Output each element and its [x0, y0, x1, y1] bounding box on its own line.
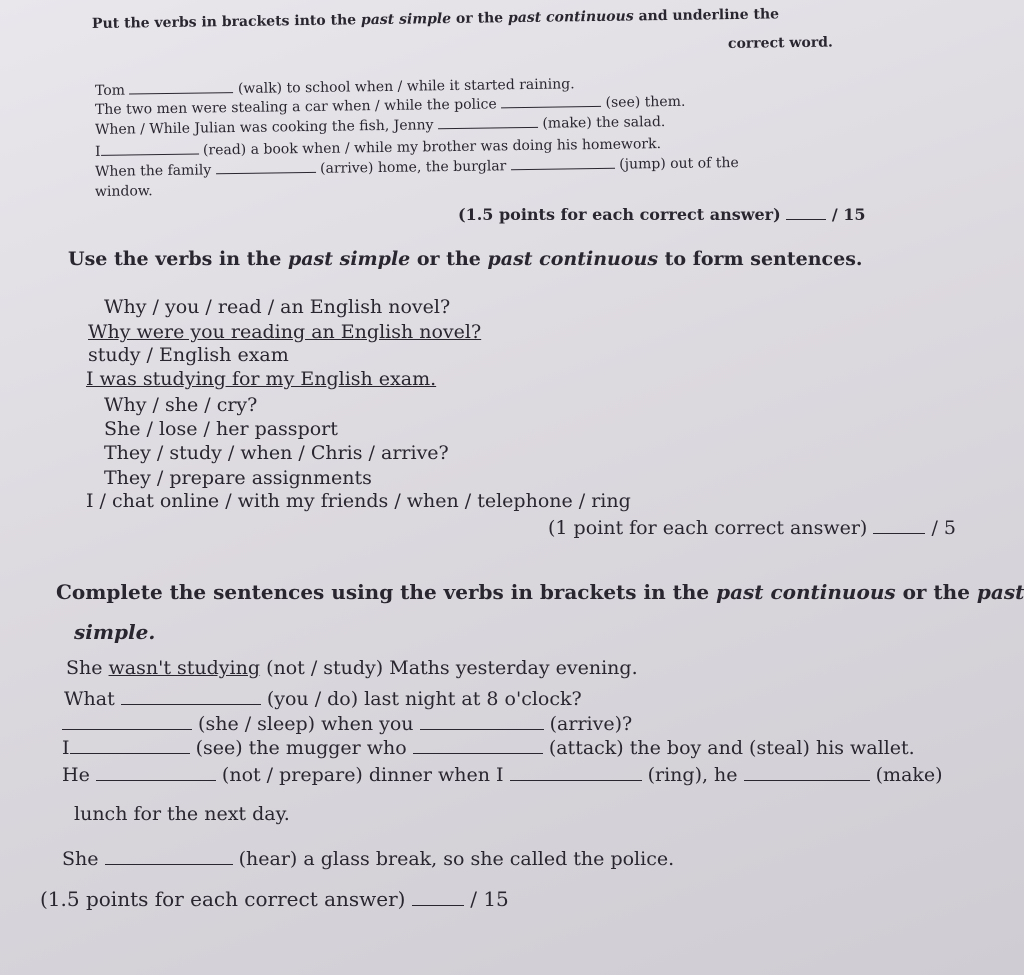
- instruction-emphasis: past simple: [287, 248, 411, 270]
- score-total: / 15: [470, 887, 509, 911]
- score-label: (1 point for each correct answer): [548, 517, 868, 539]
- score-total: / 5: [931, 517, 956, 539]
- exercise-sentence: [64, 685, 582, 710]
- answer-blank[interactable]: [62, 710, 192, 730]
- sentence-text: He: [62, 764, 90, 786]
- answer-blank[interactable]: [511, 154, 615, 170]
- exercise-sentence: [62, 710, 632, 735]
- exercise-sentence: [66, 657, 638, 679]
- score-label: (1.5 points for each correct answer): [40, 887, 406, 911]
- section2-instruction: [68, 248, 863, 270]
- answer-blank[interactable]: [70, 734, 190, 754]
- sentence-text: What: [64, 688, 115, 710]
- answer-blank[interactable]: [216, 158, 316, 174]
- sentence-text: When / While Julian was cooking the fish, Jenny: [94, 117, 434, 138]
- instruction-text: or the: [895, 580, 977, 604]
- section1-instruction-cont: correct word.: [727, 34, 833, 52]
- exercise-prompt: They / prepare assignments: [104, 467, 372, 489]
- instruction-emphasis: past simple: [360, 10, 452, 29]
- exercise-prompt: She / lose / her passport: [104, 418, 338, 440]
- answer-blank[interactable]: [121, 685, 261, 705]
- answer-blank[interactable]: [105, 845, 233, 865]
- answer-blank[interactable]: [744, 761, 870, 781]
- score-blank[interactable]: [412, 885, 464, 906]
- answer-blank[interactable]: [129, 78, 233, 94]
- instruction-text: Put the verbs in brackets into the: [91, 12, 362, 32]
- example-answer: I was studying for my English exam.: [86, 368, 437, 390]
- instruction-emphasis: past continuous: [487, 248, 659, 270]
- example-prompt: Why / you / read / an English novel?: [104, 296, 451, 318]
- sentence-text: (attack) the boy and (steal) his wallet.: [548, 737, 915, 759]
- exercise-sentence: [62, 845, 674, 870]
- instruction-text: to form sentences.: [658, 248, 863, 270]
- score-blank[interactable]: [873, 514, 925, 534]
- sentence-text: (jump) out of the: [619, 155, 739, 173]
- section3-score: [40, 885, 509, 911]
- score-blank[interactable]: [786, 203, 826, 220]
- sentence-text: (you / do) last night at 8 o'clock?: [266, 688, 582, 710]
- exercise-prompt: I / chat online / with my friends / when / telephone / ring: [86, 490, 631, 512]
- example-answer: wasn't studying: [108, 657, 261, 679]
- sentence-text: (see) the mugger who: [195, 737, 407, 759]
- sentence-text: (walk) to school when / while it started raining.: [237, 76, 575, 98]
- score-total: / 15: [831, 205, 866, 224]
- sentence-text: When the family: [94, 162, 212, 180]
- sentence-text: (arrive) home, the burglar: [320, 158, 507, 177]
- sentence-text: (not / prepare) dinner when I: [221, 764, 504, 786]
- instruction-emphasis: past continuous: [716, 580, 896, 604]
- sentence-text: (ring), he: [647, 764, 738, 786]
- answer-blank[interactable]: [438, 113, 538, 129]
- exercise-sentence: [62, 734, 915, 759]
- answer-blank[interactable]: [420, 710, 544, 730]
- section1-instruction: [92, 6, 779, 32]
- exercise-sentence-cont: lunch for the next day.: [74, 803, 290, 825]
- exercise-sentence-cont: window.: [94, 183, 153, 200]
- section3-instruction-cont: simple.: [74, 620, 156, 644]
- sentence-text: I: [94, 143, 101, 160]
- instruction-text: Complete the sentences using the verbs in brackets in the: [56, 580, 717, 604]
- section1-score: [458, 203, 866, 224]
- sentence-text: (arrive)?: [549, 713, 633, 735]
- sentence-text: (see) them.: [605, 93, 686, 111]
- instruction-text: or the: [450, 10, 509, 27]
- sentence-text: Tom: [94, 82, 126, 99]
- sentence-text: (she / sleep) when you: [198, 713, 414, 735]
- score-label: (1.5 points for each correct answer): [458, 205, 781, 224]
- exercise-prompt: They / study / when / Chris / arrive?: [104, 442, 449, 464]
- sentence-text: She: [62, 848, 99, 870]
- section2-score: [548, 514, 956, 539]
- sentence-text: (hear) a glass break, so she called the police.: [238, 848, 675, 870]
- sentence-text: The two men were stealing a car when / while the police: [94, 96, 497, 118]
- sentence-text: (not / study) Maths yesterday evening.: [260, 657, 638, 679]
- exercise-sentence: [62, 761, 943, 786]
- answer-blank[interactable]: [501, 92, 601, 108]
- example-prompt: study / English exam: [88, 344, 289, 366]
- section3-instruction: [56, 580, 1024, 604]
- sentence-text: She: [66, 657, 109, 679]
- sentence-text: (make): [875, 764, 943, 786]
- answer-blank[interactable]: [510, 761, 642, 781]
- instruction-text: or the: [410, 248, 488, 270]
- sentence-text: (read) a book when / while my brother was doing his homework.: [202, 136, 662, 159]
- sentence-text: I: [62, 737, 70, 759]
- answer-blank[interactable]: [100, 140, 198, 156]
- sentence-text: (make) the salad.: [542, 114, 666, 132]
- answer-blank[interactable]: [96, 761, 216, 781]
- instruction-text: and underline the: [633, 6, 780, 25]
- exercise-prompt: Why / she / cry?: [104, 394, 258, 416]
- example-answer: Why were you reading an English novel?: [88, 321, 482, 343]
- answer-blank[interactable]: [413, 734, 543, 754]
- instruction-emphasis: past continuous: [507, 8, 634, 27]
- instruction-emphasis: past: [976, 580, 1024, 604]
- instruction-text: Use the verbs in the: [68, 248, 288, 270]
